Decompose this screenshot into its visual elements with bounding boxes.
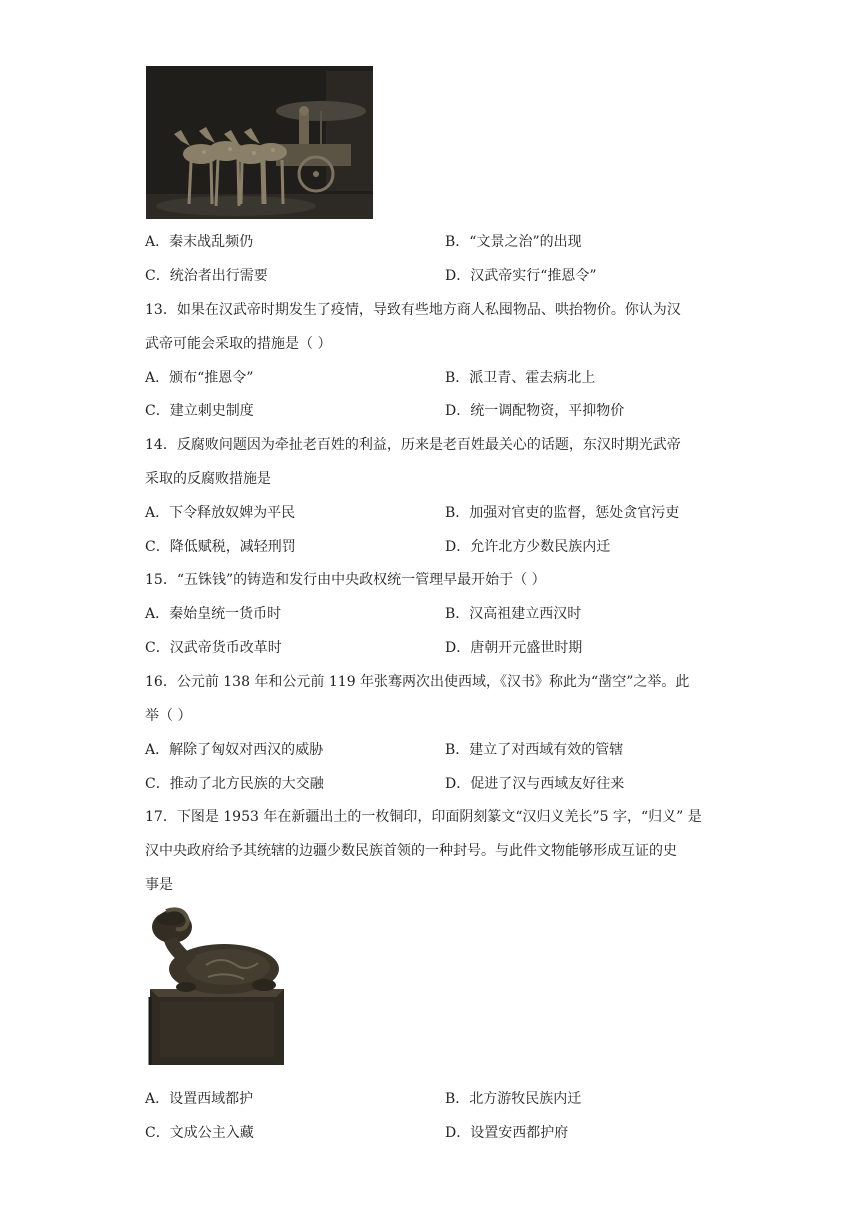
q13-stem-line-1: 13．如果在汉武帝时期发生了疫情，导致有些地方商人私囤物品、哄抬物价。你认为汉: [145, 302, 681, 318]
q15-option-d[interactable]: D．唐朝开元盛世时期: [445, 640, 583, 656]
q17-option-a[interactable]: A．设置西域都护: [145, 1091, 254, 1107]
q14-option-d[interactable]: D．允许北方少数民族内迁: [445, 539, 611, 555]
q14-option-a[interactable]: A．下令释放奴婢为平民: [145, 505, 296, 521]
q13-option-a[interactable]: A．颁布“推恩令”: [145, 370, 254, 386]
q17-option-d[interactable]: D．设置安西都护府: [445, 1125, 569, 1141]
q12-option-b[interactable]: B．“文景之治”的出现: [445, 234, 582, 250]
q15-stem-line-1: 15．“五铢钱”的铸造和发行由中央政权统一管理早最开始于（ ）: [145, 572, 546, 588]
q12-option-d[interactable]: D．汉武帝实行“推恩令”: [445, 268, 597, 284]
q16-stem-line-1: 16．公元前 138 年和公元前 119 年张骞两次出使西域，《汉书》称此为“凿空”之举。此: [145, 674, 690, 690]
bronze-chariot-photo: [146, 66, 373, 219]
q15-option-c[interactable]: C．汉武帝货币改革时: [145, 640, 282, 656]
q14-option-b[interactable]: B．加强对官吏的监督，惩处贪官污吏: [445, 505, 680, 521]
q15-option-b[interactable]: B．汉高祖建立西汉时: [445, 606, 582, 622]
q16-option-d[interactable]: D．促进了汉与西域友好往来: [445, 776, 625, 792]
q14-stem-line-2: 采取的反腐败措施是: [145, 471, 271, 487]
q13-option-c[interactable]: C．建立刺史制度: [145, 403, 254, 419]
q13-option-b[interactable]: B．派卫青、霍去病北上: [445, 370, 596, 386]
q13-stem-line-2: 武帝可能会采取的措施是（ ）: [145, 336, 332, 352]
q12-option-c[interactable]: C．统治者出行需要: [145, 268, 268, 284]
q17-stem-line-3: 事是: [145, 877, 173, 893]
q17-option-b[interactable]: B．北方游牧民族内迁: [445, 1091, 582, 1107]
q12-option-a[interactable]: A．秦末战乱频仍: [145, 234, 254, 250]
q15-option-a[interactable]: A．秦始皇统一货币时: [145, 606, 282, 622]
q16-option-b[interactable]: B．建立了对西域有效的管辖: [445, 742, 624, 758]
q17-stem-line-1: 17．下图是 1953 年在新疆出土的一枚铜印，印面阴刻篆文“汉归义羌长”5 字，“归义” 是: [145, 809, 702, 825]
q16-stem-line-2: 举（ ）: [145, 708, 192, 724]
q13-option-d[interactable]: D．统一调配物资，平抑物价: [445, 403, 625, 419]
q17-option-c[interactable]: C．文成公主入藏: [145, 1125, 254, 1141]
q16-option-c[interactable]: C．推动了北方民族的大交融: [145, 776, 324, 792]
q16-option-a[interactable]: A．解除了匈奴对西汉的威胁: [145, 742, 324, 758]
bronze-seal-photo: [146, 897, 289, 1073]
q14-stem-line-1: 14．反腐败问题因为牵扯老百姓的利益，历来是老百姓最关心的话题，东汉时期光武帝: [145, 437, 681, 453]
q14-option-c[interactable]: C．降低赋税，减轻刑罚: [145, 539, 296, 555]
q17-stem-line-2: 汉中央政府给予其统辖的边疆少数民族首领的一种封号。与此件文物能够形成互证的史: [145, 843, 677, 859]
